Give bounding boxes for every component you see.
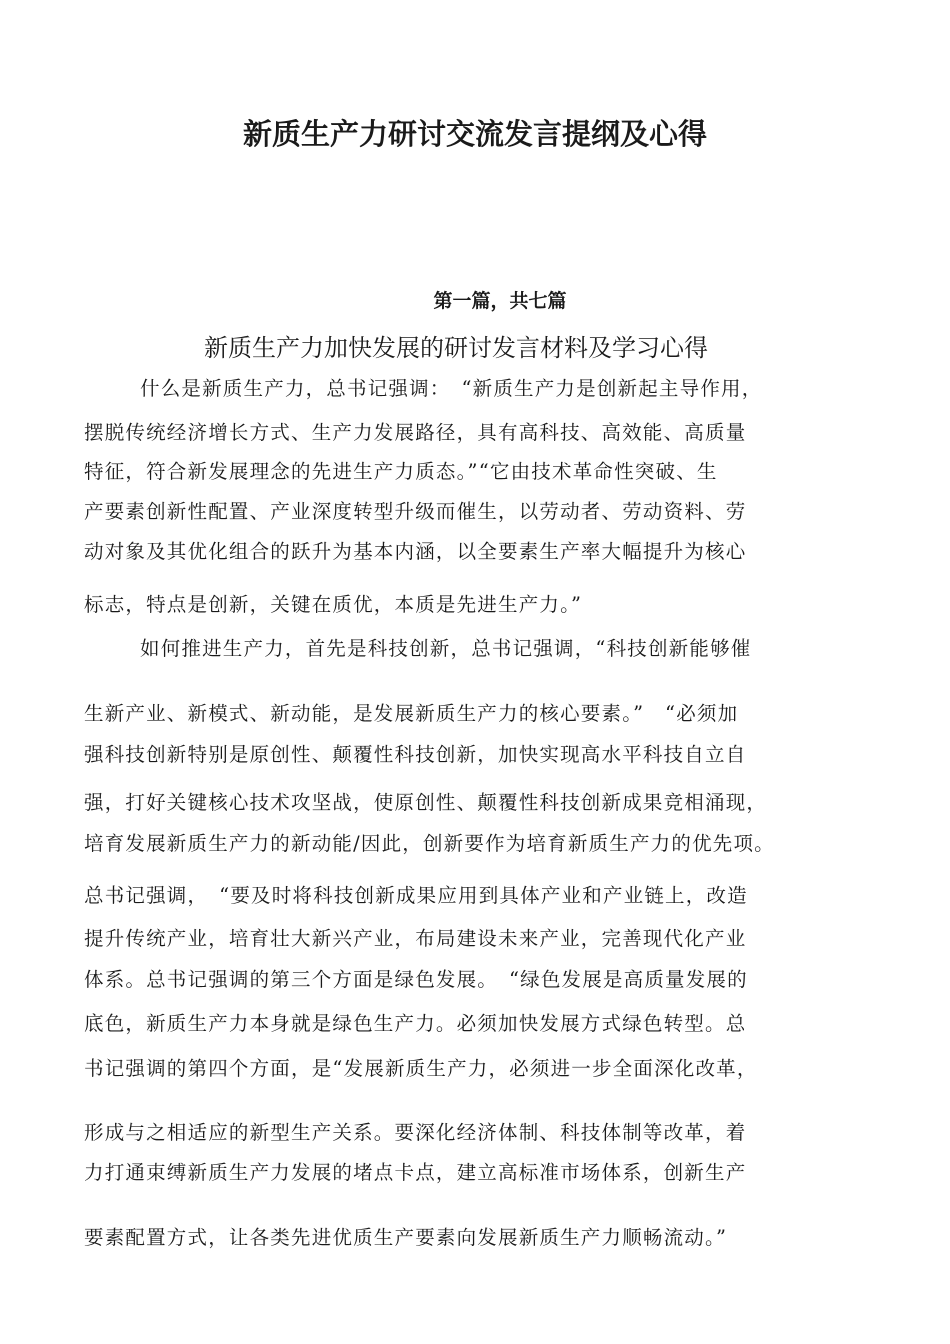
body-line: 强，打好关键核心技术攻坚战，使原创性、颠覆性科技创新成果竞相涌现， [84, 791, 768, 814]
section-label: 第一篇，共七篇 [433, 290, 567, 312]
body-line: 要素配置方式，让各类先进优质生产要素向发展新质生产力顺畅流动。” [84, 1226, 728, 1249]
body-line: 力打通束缚新质生产力发展的堵点卡点，建立高标准市场体系，创新生产 [84, 1161, 747, 1184]
body-line: 什么是新质生产力，总书记强调： “新质生产力是创新起主导作用， [140, 377, 763, 400]
body-line: 形成与之相适应的新型生产关系。要深化经济体制、科技体制等改革，着 [84, 1121, 747, 1144]
body-line: 底色，新质生产力本身就是绿色生产力。必须加快发展方式绿色转型。总 [84, 1012, 747, 1035]
section-subtitle: 新质生产力加快发展的研讨发言材料及学习心得 [204, 334, 708, 362]
body-line: 摆脱传统经济增长方式、生产力发展路径，具有高科技、高效能、高质量 [84, 421, 747, 444]
body-line: 总书记强调， “要及时将科技创新成果应用到具体产业和产业链上，改造 [84, 884, 748, 907]
document-title: 新质生产力研讨交流发言提纲及心得 [242, 117, 707, 151]
body-line: 动对象及其优化组合的跃升为基本内涵，以全要素生产率大幅提升为核心 [84, 540, 747, 563]
body-line: 特征，符合新发展理念的先进生产力质态。”“它由技术革命性突破、生 [84, 460, 718, 483]
body-line: 提升传统产业，培育壮大新兴产业，布局建设未来产业，完善现代化产业 [84, 927, 747, 950]
body-line: 标志，特点是创新，关键在质优，本质是先进生产力。” [84, 593, 583, 616]
body-line: 产要素创新性配置、产业深度转型升级而催生，以劳动者、劳动资料、劳 [84, 500, 747, 523]
body-line: 强科技创新特别是原创性、颠覆性科技创新，加快实现高水平科技自立自 [84, 743, 747, 766]
body-line: 培育发展新质生产力的新动能/因此，创新要作为培育新质生产力的优先项。 [84, 832, 775, 855]
body-line: 体系。总书记强调的第三个方面是绿色发展。 “绿色发展是高质量发展的 [84, 968, 748, 991]
body-line: 书记强调的第四个方面，是“发展新质生产力，必须进一步全面深化改革， [84, 1057, 758, 1080]
body-line: 如何推进生产力，首先是科技创新，总书记强调，“科技创新能够催 [140, 637, 752, 660]
body-line: 生新产业、新模式、新动能，是发展新质生产力的核心要素。” “必须加 [84, 702, 739, 725]
